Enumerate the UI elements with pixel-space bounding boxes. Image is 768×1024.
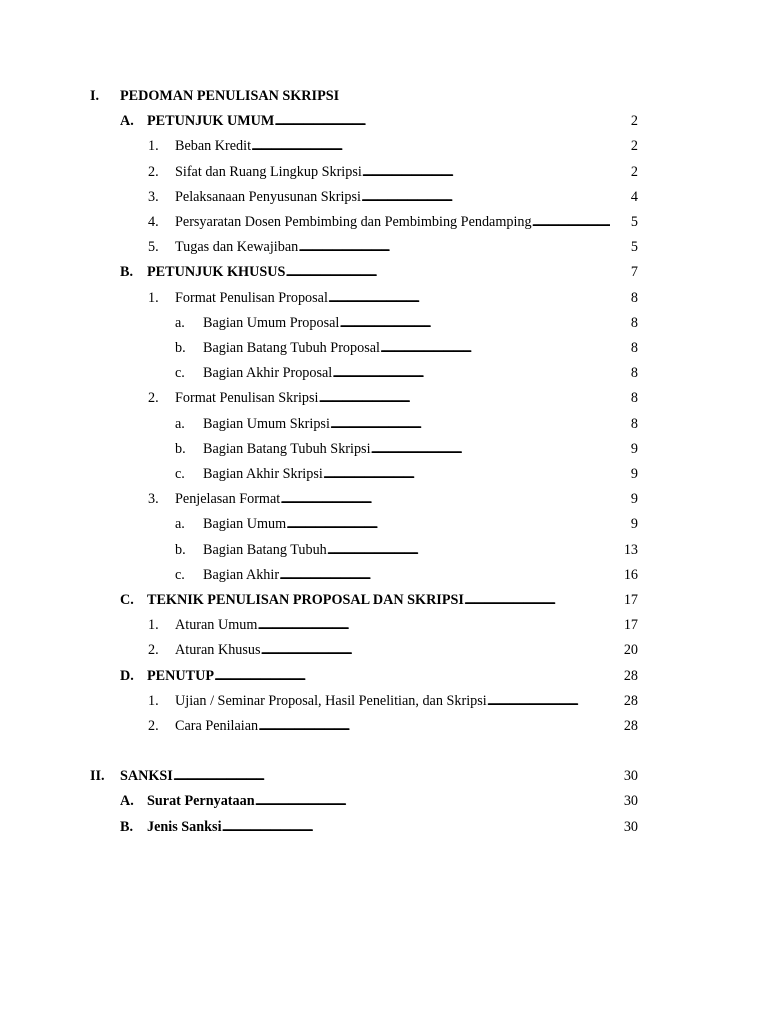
subsection-entry-number: A. bbox=[120, 793, 134, 810]
subsection-entry[interactable] bbox=[0, 590, 768, 610]
dot-leader bbox=[532, 212, 610, 232]
item-entry-number: 3. bbox=[148, 188, 159, 205]
item-entry[interactable] bbox=[0, 388, 768, 408]
subitem-entry[interactable] bbox=[0, 363, 768, 383]
item-entry-entry bbox=[175, 187, 610, 207]
subsection-entry[interactable] bbox=[0, 666, 768, 686]
section-heading-title: SANKSI bbox=[120, 768, 173, 785]
subsection-entry-entry bbox=[147, 590, 610, 610]
item-entry-page: 8 bbox=[630, 289, 638, 306]
dot-leader bbox=[361, 187, 610, 207]
subitem-entry-page: 8 bbox=[630, 340, 638, 356]
subitem-entry-page: 8 bbox=[630, 415, 638, 432]
item-entry[interactable] bbox=[0, 212, 768, 232]
item-entry-number: 2. bbox=[148, 163, 159, 180]
dot-leader bbox=[464, 590, 610, 610]
item-entry-title: Pelaksanaan Penyusunan Skripsi bbox=[175, 188, 361, 205]
dot-leader bbox=[173, 766, 610, 786]
subitem-entry-page: 9 bbox=[630, 440, 638, 457]
item-entry-entry bbox=[175, 489, 610, 509]
subitem-entry-page: 8 bbox=[630, 314, 638, 331]
subitem-entry-number: b. bbox=[175, 340, 186, 356]
item-entry-entry bbox=[175, 288, 610, 308]
item-entry-title: Format Penulisan Proposal bbox=[175, 289, 328, 306]
dot-leader bbox=[285, 262, 610, 282]
item-entry-number: 1. bbox=[148, 692, 159, 709]
subsection-entry-page: 2 bbox=[630, 113, 638, 130]
subitem-entry-entry bbox=[203, 464, 610, 484]
item-entry-title: Aturan Umum bbox=[175, 617, 258, 634]
item-entry-title: Persyaratan Dosen Pembimbing dan Pembimbing Pendamping bbox=[175, 214, 532, 230]
dot-leader bbox=[327, 540, 610, 560]
item-entry-entry bbox=[175, 212, 610, 232]
subsection-entry-number: A. bbox=[120, 113, 134, 130]
subsection-entry-page: 17 bbox=[623, 592, 638, 608]
dot-leader bbox=[214, 666, 610, 686]
subitem-entry-entry bbox=[203, 414, 610, 434]
subsection-entry-title: PENUTUP bbox=[147, 667, 214, 684]
subitem-entry[interactable] bbox=[0, 514, 768, 534]
subsection-entry-page: 30 bbox=[623, 818, 638, 835]
dot-leader bbox=[362, 162, 610, 182]
dot-leader bbox=[318, 388, 610, 408]
subsection-entry-page: 7 bbox=[630, 264, 638, 281]
subsection-entry-number: C. bbox=[120, 592, 134, 608]
subitem-entry-page: 9 bbox=[630, 516, 638, 533]
dot-leader bbox=[487, 691, 610, 711]
subsection-entry-title: TEKNIK PENULISAN PROPOSAL DAN SKRIPSI bbox=[147, 592, 464, 608]
item-entry-entry bbox=[175, 237, 610, 257]
item-entry[interactable] bbox=[0, 288, 768, 308]
subsection-entry[interactable] bbox=[0, 111, 768, 131]
subsection-entry-entry bbox=[147, 666, 610, 686]
item-entry-page: 28 bbox=[623, 692, 638, 709]
subitem-entry-page: 16 bbox=[623, 566, 638, 583]
subitem-entry[interactable] bbox=[0, 464, 768, 484]
dot-leader bbox=[298, 237, 610, 257]
item-entry-entry bbox=[175, 691, 610, 711]
subitem-entry-entry bbox=[203, 313, 610, 333]
subitem-entry-page: 13 bbox=[623, 541, 638, 558]
subitem-entry-number: b. bbox=[175, 440, 186, 457]
subitem-entry-title: Bagian Batang Tubuh bbox=[203, 541, 327, 558]
item-entry-number: 1. bbox=[148, 617, 159, 634]
subitem-entry-title: Bagian Akhir Skripsi bbox=[203, 466, 323, 482]
item-entry-number: 5. bbox=[148, 239, 159, 256]
subsection-entry-page: 30 bbox=[623, 793, 638, 810]
item-entry-number: 1. bbox=[148, 138, 159, 155]
item-entry-page: 9 bbox=[630, 491, 638, 508]
item-entry-entry bbox=[175, 136, 610, 156]
section-heading-entry bbox=[120, 86, 640, 106]
dot-leader bbox=[286, 514, 610, 534]
section-heading-entry bbox=[120, 766, 610, 786]
subitem-entry-number: a. bbox=[175, 415, 185, 432]
subsection-entry-entry bbox=[147, 817, 610, 837]
subitem-entry-entry bbox=[203, 540, 610, 560]
section-heading-number: II. bbox=[90, 768, 105, 785]
subsection-entry-page: 28 bbox=[623, 667, 638, 684]
dot-leader bbox=[257, 615, 610, 635]
subitem-entry[interactable] bbox=[0, 414, 768, 434]
item-entry[interactable] bbox=[0, 640, 768, 660]
subsection-entry-number: B. bbox=[120, 818, 134, 835]
item-entry-number: 4. bbox=[148, 214, 159, 230]
subsection-entry-entry bbox=[147, 791, 610, 811]
item-entry-title: Penjelasan Format bbox=[175, 491, 281, 508]
subitem-entry-title: Bagian Umum Proposal bbox=[203, 314, 340, 331]
subitem-entry-title: Bagian Umum bbox=[203, 516, 287, 533]
dot-leader bbox=[261, 640, 610, 660]
subsection-entry-title: PETUNJUK UMUM bbox=[147, 113, 275, 130]
dot-leader bbox=[332, 363, 610, 383]
subitem-entry-title: Bagian Umum Skripsi bbox=[203, 415, 330, 432]
subitem-entry[interactable] bbox=[0, 439, 768, 459]
item-entry-number: 2. bbox=[148, 642, 159, 659]
subitem-entry-entry bbox=[203, 565, 610, 585]
dot-leader bbox=[328, 288, 610, 308]
dot-leader bbox=[339, 313, 610, 333]
subsection-entry-title: PETUNJUK KHUSUS bbox=[147, 264, 286, 281]
subitem-entry-title: Bagian Akhir Proposal bbox=[203, 365, 333, 382]
subitem-entry-page: 8 bbox=[630, 365, 638, 382]
subitem-entry-entry bbox=[203, 514, 610, 534]
item-entry-page: 17 bbox=[623, 617, 638, 634]
dot-leader bbox=[279, 565, 610, 585]
section-heading[interactable] bbox=[0, 766, 768, 786]
subitem-entry[interactable] bbox=[0, 313, 768, 333]
section-heading[interactable] bbox=[0, 86, 768, 106]
subitem-entry-entry bbox=[203, 439, 610, 459]
item-entry-page: 4 bbox=[630, 188, 638, 205]
item-entry-page: 5 bbox=[630, 239, 638, 256]
item-entry-title: Cara Penilaian bbox=[175, 718, 259, 734]
item-entry[interactable] bbox=[0, 187, 768, 207]
subsection-entry-entry bbox=[147, 111, 610, 131]
subitem-entry-entry bbox=[203, 338, 610, 358]
dot-leader bbox=[380, 338, 610, 358]
item-entry-number: 2. bbox=[148, 718, 159, 734]
item-entry-entry bbox=[175, 615, 610, 635]
subitem-entry-number: a. bbox=[175, 314, 185, 331]
item-entry-title: Beban Kredit bbox=[175, 138, 252, 155]
item-entry-title: Sifat dan Ruang Lingkup Skripsi bbox=[175, 163, 362, 180]
item-entry-entry bbox=[175, 388, 610, 408]
dot-leader bbox=[323, 464, 610, 484]
subitem-entry-number: c. bbox=[175, 365, 185, 382]
subsection-entry-entry bbox=[147, 262, 610, 282]
subsection-entry-title: Surat Pernyataan bbox=[147, 793, 255, 810]
section-heading-page: 30 bbox=[623, 768, 638, 785]
subitem-entry-number: c. bbox=[175, 466, 185, 482]
subsection-entry-title: Jenis Sanksi bbox=[147, 818, 222, 835]
dot-leader bbox=[274, 111, 610, 131]
item-entry-page: 8 bbox=[630, 390, 638, 407]
subitem-entry[interactable] bbox=[0, 338, 768, 358]
dot-leader bbox=[330, 414, 610, 434]
item-entry-page: 2 bbox=[630, 138, 638, 155]
item-entry-number: 1. bbox=[148, 289, 159, 306]
item-entry-entry bbox=[175, 162, 610, 182]
item-entry[interactable] bbox=[0, 716, 768, 736]
subsection-entry-number: D. bbox=[120, 667, 134, 684]
dot-leader bbox=[255, 791, 610, 811]
item-entry[interactable] bbox=[0, 237, 768, 257]
dot-leader bbox=[258, 716, 610, 736]
dot-leader bbox=[371, 439, 610, 459]
item-entry[interactable] bbox=[0, 615, 768, 635]
item-entry[interactable] bbox=[0, 489, 768, 509]
item-entry-entry bbox=[175, 716, 610, 736]
subitem-entry-number: a. bbox=[175, 516, 185, 533]
subitem-entry-page: 9 bbox=[630, 466, 638, 482]
subitem-entry-title: Bagian Batang Tubuh Proposal bbox=[203, 340, 380, 356]
subitem-entry-number: b. bbox=[175, 541, 186, 558]
subsection-entry[interactable] bbox=[0, 817, 768, 837]
subsection-entry-number: B. bbox=[120, 264, 134, 281]
section-heading-title: PEDOMAN PENULISAN SKRIPSI bbox=[120, 88, 340, 104]
item-entry-page: 28 bbox=[623, 718, 638, 734]
item-entry-entry bbox=[175, 640, 610, 660]
dot-leader bbox=[251, 136, 610, 156]
item-entry[interactable] bbox=[0, 691, 768, 711]
dot-leader bbox=[280, 489, 610, 509]
item-entry[interactable] bbox=[0, 162, 768, 182]
item-entry-title: Aturan Khusus bbox=[175, 642, 261, 659]
subitem-entry[interactable] bbox=[0, 565, 768, 585]
item-entry-title: Tugas dan Kewajiban bbox=[175, 239, 299, 256]
item-entry-page: 5 bbox=[630, 214, 638, 230]
subsection-entry[interactable] bbox=[0, 791, 768, 811]
item-entry-title: Ujian / Seminar Proposal, Hasil Penelitian, dan Skripsi bbox=[175, 692, 487, 709]
dot-leader bbox=[222, 817, 610, 837]
subitem-entry[interactable] bbox=[0, 540, 768, 560]
section-heading-number: I. bbox=[90, 88, 100, 104]
subitem-entry-title: Bagian Batang Tubuh Skripsi bbox=[203, 440, 371, 457]
item-entry-title: Format Penulisan Skripsi bbox=[175, 390, 319, 407]
item-entry-number: 2. bbox=[148, 390, 159, 407]
item-entry[interactable] bbox=[0, 136, 768, 156]
item-entry-page: 20 bbox=[623, 642, 638, 659]
subsection-entry[interactable] bbox=[0, 262, 768, 282]
subitem-entry-number: c. bbox=[175, 566, 185, 583]
item-entry-page: 2 bbox=[630, 163, 638, 180]
item-entry-number: 3. bbox=[148, 491, 159, 508]
subitem-entry-entry bbox=[203, 363, 610, 383]
subitem-entry-title: Bagian Akhir bbox=[203, 566, 280, 583]
